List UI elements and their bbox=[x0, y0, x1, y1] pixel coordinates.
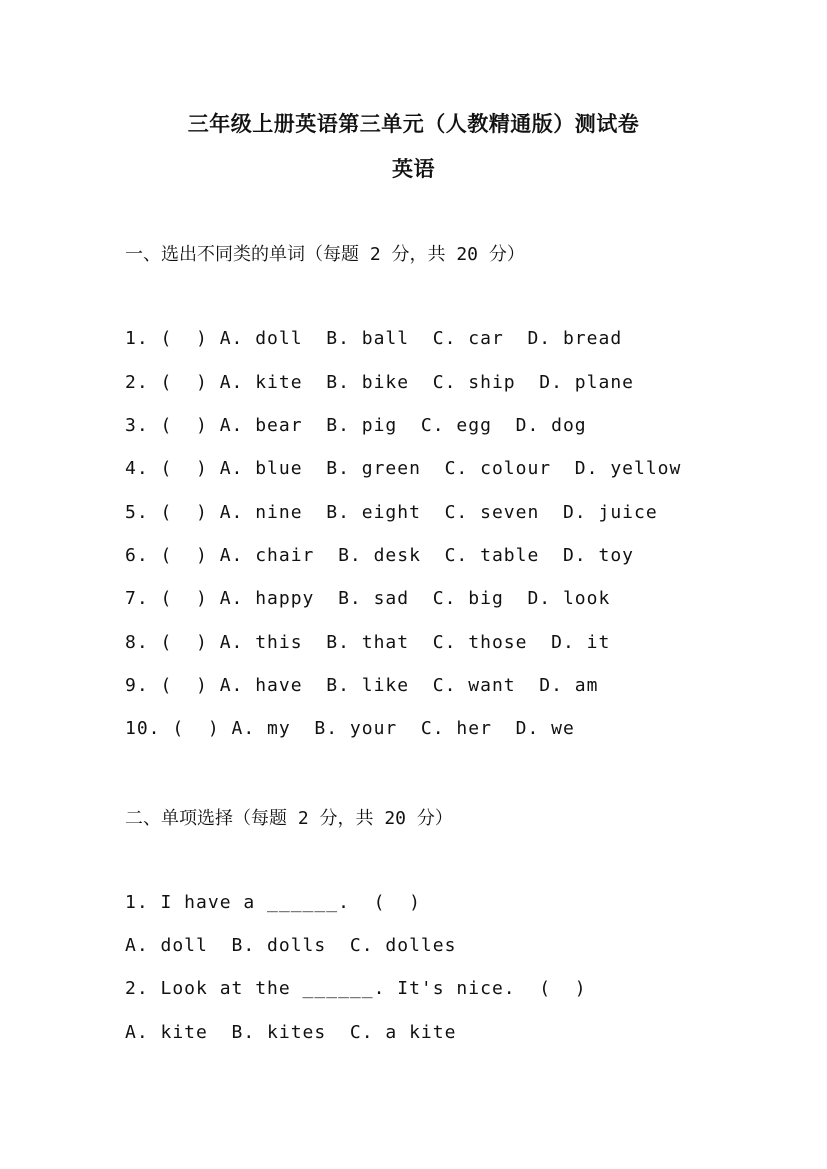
section-1-question-1: 1. ( ) A. doll B. ball C. car D. bread bbox=[125, 328, 623, 349]
section-2-question-1-options: A. doll B. dolls C. dolles bbox=[125, 935, 457, 956]
section-1-question-9: 9. ( ) A. have B. like C. want D. am bbox=[125, 675, 599, 696]
section-2-question-2-options: A. kite B. kites C. a kite bbox=[125, 1022, 457, 1043]
section-1-heading: 一、选出不同类的单词（每题 2 分，共 20 分） bbox=[125, 244, 525, 265]
section-1-question-8: 8. ( ) A. this B. that C. those D. it bbox=[125, 632, 611, 653]
section-1-question-3: 3. ( ) A. bear B. pig C. egg D. dog bbox=[125, 415, 587, 436]
section-1-question-10: 10. ( ) A. my B. your C. her D. we bbox=[125, 718, 575, 739]
section-2-question-2: 2. Look at the ______. It's nice. ( ) bbox=[125, 978, 587, 999]
section-1-question-2: 2. ( ) A. kite B. bike C. ship D. plane bbox=[125, 372, 634, 393]
section-2-heading: 二、单项选择（每题 2 分，共 20 分） bbox=[125, 808, 453, 829]
section-1-question-6: 6. ( ) A. chair B. desk C. table D. toy bbox=[125, 545, 634, 566]
section-1-question-4: 4. ( ) A. blue B. green C. colour D. yellow bbox=[125, 458, 682, 479]
section-2-question-1: 1. I have a ______. ( ) bbox=[125, 892, 421, 913]
section-1-question-5: 5. ( ) A. nine B. eight C. seven D. juice bbox=[125, 502, 658, 523]
section-1-question-7: 7. ( ) A. happy B. sad C. big D. look bbox=[125, 588, 611, 609]
document-title: 三年级上册英语第三单元（人教精通版）测试卷 bbox=[187, 111, 640, 136]
document-subtitle: 英语 bbox=[392, 156, 435, 181]
